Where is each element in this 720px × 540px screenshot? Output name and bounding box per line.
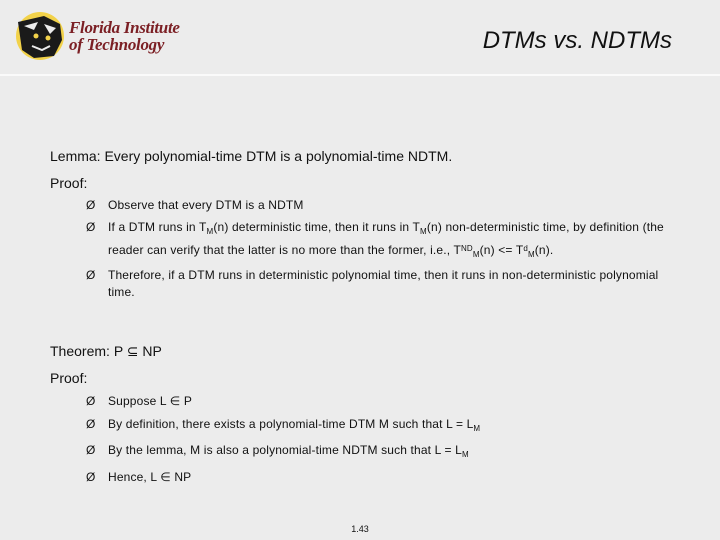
arrow-bullet-icon: Ø [86, 220, 96, 234]
page-number: 1.43 [351, 524, 369, 534]
proof-label-1: Proof: [50, 175, 88, 191]
logo-line-1: Florida Institute [69, 18, 180, 37]
proof-label-2: Proof: [50, 370, 88, 386]
list-item: Ø By definition, there exists a polynomial-time DTM M such that $L = L_M$ [86, 416, 481, 433]
panther-logo-icon [14, 10, 66, 62]
list-item: Ø Suppose L ∈ P [86, 394, 193, 408]
lemma-text: Every polynomial-time DTM is a polynomial-time NDTM. [104, 148, 453, 164]
theorem-statement [50, 343, 162, 360]
list-item: Ø By the lemma, M is also a polynomial-time NDTM such that $L = L_M$ [86, 443, 469, 459]
theorem-text: P ⊆ NP [113, 343, 162, 359]
proof-2-bullets [86, 393, 666, 491]
list-item: Ø Observe that every DTM is a NDTM [86, 198, 304, 212]
proof-1-bullets [86, 197, 666, 306]
slide-title: DTMs vs. NDTMs [482, 27, 672, 54]
list-item: Ø Hence, L ∈ NP [86, 469, 192, 484]
arrow-bullet-icon: Ø [86, 443, 96, 457]
arrow-bullet-icon: Ø [86, 416, 96, 431]
arrow-bullet-icon: Ø [86, 469, 96, 484]
arrow-bullet-icon: Ø [86, 198, 96, 212]
list-item: Ø Therefore, if a DTM runs in deterministic polynomial time, then it runs in non-deterministic polynomial time. [86, 268, 659, 299]
fit-logo [14, 10, 184, 64]
lemma-label: Lemma: [50, 148, 101, 164]
theorem-label: Theorem: [50, 343, 110, 359]
arrow-bullet-icon: Ø [86, 394, 96, 408]
logo-line-2: of Technology [69, 35, 165, 54]
list-item: Ø If a DTM runs in $T_M(n)$ deterministic time, then it runs in $T_M(n)$ non-deterministic time, by definition (the reader can verify that the latter is no more than the former, i.e., $T^{ND}_M(n) <= T^d_M(n)$. [86, 220, 664, 259]
header-divider [0, 74, 720, 76]
lemma-statement [50, 148, 452, 164]
arrow-bullet-icon: Ø [86, 268, 96, 282]
